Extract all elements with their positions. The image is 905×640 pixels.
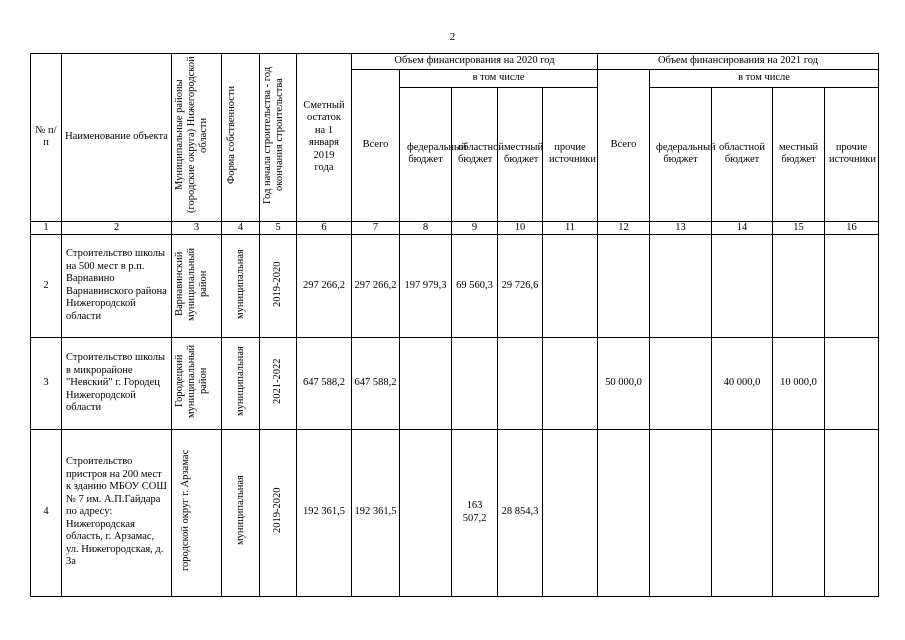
loc-2020-value: 28 854,3	[498, 429, 543, 596]
ownership: муниципальная	[234, 248, 246, 319]
loc-2021-value	[773, 234, 825, 338]
page-number: 2	[449, 31, 456, 43]
column-numbers-row	[31, 221, 879, 234]
loc-2021-value: 10 000,0	[773, 338, 825, 430]
header-oth-2020: прочие источники	[543, 87, 598, 221]
colnum: 7	[352, 221, 400, 234]
ownership-cell	[222, 338, 260, 430]
ownership-cell	[222, 429, 260, 596]
years-cell	[260, 429, 297, 596]
colnum: 4	[222, 221, 260, 234]
oth-2020-value	[543, 338, 598, 430]
oth-2021-value	[825, 429, 879, 596]
colnum: 13	[650, 221, 712, 234]
row-number: 4	[31, 429, 62, 596]
header-ownership: Форма собственности	[225, 85, 237, 185]
header-fed-2021: федеральный бюджет	[650, 87, 712, 221]
fed-2020-value	[400, 338, 452, 430]
ownership-cell	[222, 234, 260, 338]
years: 2019-2020	[272, 260, 283, 307]
district-cell	[172, 429, 222, 596]
header-balance: Сметный остаток на 1 января 2019 года	[297, 54, 352, 222]
header-row-1	[31, 54, 879, 70]
oth-2020-value	[543, 234, 598, 338]
fed-2021-value	[650, 338, 712, 430]
fed-2020-value: 197 979,3	[400, 234, 452, 338]
header-num: № п/п	[31, 54, 62, 222]
header-ownership-cell	[222, 54, 260, 222]
reg-2020-value: 69 560,3	[452, 234, 498, 338]
object-name: Строительство школы в микрорайоне "Невский" г. Городец Нижегородской области	[62, 338, 172, 430]
header-reg-2021: областной бюджет	[712, 87, 773, 221]
reg-2021-value: 40 000,0	[712, 338, 773, 430]
header-loc-2020: местный бюджет	[498, 87, 543, 221]
balance-value: 647 588,2	[297, 338, 352, 430]
loc-2021-value	[773, 429, 825, 596]
oth-2020-value	[543, 429, 598, 596]
district: Варнавинский муниципальный район	[174, 246, 209, 321]
loc-2020-value	[498, 338, 543, 430]
table-row	[31, 429, 879, 596]
district-cell	[172, 234, 222, 338]
reg-2021-value	[712, 234, 773, 338]
ownership: муниципальная	[234, 346, 246, 416]
reg-2020-value: 163 507,2	[452, 429, 498, 596]
header-oth-2021: прочие источники	[825, 87, 879, 221]
colnum: 16	[825, 221, 879, 234]
loc-2020-value: 29 726,6	[498, 234, 543, 338]
years: 2021-2022	[272, 358, 283, 404]
years-cell	[260, 234, 297, 338]
years-cell	[260, 338, 297, 430]
oth-2021-value	[825, 338, 879, 430]
financing-table	[30, 53, 879, 597]
header-total-2021: Всего	[598, 69, 650, 221]
header-group-2020: Объем финансирования на 2020 год	[352, 54, 598, 70]
total-2021-value	[598, 234, 650, 338]
colnum: 10	[498, 221, 543, 234]
colnum: 12	[598, 221, 650, 234]
row-number: 3	[31, 338, 62, 430]
years: 2019-2020	[272, 487, 283, 533]
colnum: 8	[400, 221, 452, 234]
header-group-2021: Объем финансирования на 2021 год	[598, 54, 879, 70]
balance-value: 297 266,2	[297, 234, 352, 338]
header-fed-2020: федеральный бюджет	[400, 87, 452, 221]
total-2021-value: 50 000,0	[598, 338, 650, 430]
colnum: 2	[62, 221, 172, 234]
header-years-cell	[260, 54, 297, 222]
table-row	[31, 338, 879, 430]
header-loc-2021: местный бюджет	[773, 87, 825, 221]
header-reg-2020: областной бюджет	[452, 87, 498, 221]
table-row	[31, 234, 879, 338]
colnum: 6	[297, 221, 352, 234]
colnum: 9	[452, 221, 498, 234]
header-object-name: Наименование объекта	[62, 54, 172, 222]
colnum: 15	[773, 221, 825, 234]
fed-2020-value	[400, 429, 452, 596]
header-district: Муниципальные районы (городские округа) Нижегородской области	[174, 56, 209, 214]
total-2020-value: 647 588,2	[352, 338, 400, 430]
header-years: Год начала строительства - год окончания строительства	[262, 66, 285, 204]
header-incl-2021: в том числе	[650, 69, 879, 87]
object-name: Строительство пристроя на 200 мест к зданию МБОУ СОШ № 7 им. А.П.Гайдара по адресу: Нижегородская область, г. Арзамас, ул. Нижегородская, д. 3а	[62, 429, 172, 596]
district: городской округ г. Арзамас	[179, 449, 191, 571]
fed-2021-value	[650, 234, 712, 338]
colnum: 14	[712, 221, 773, 234]
row-number: 2	[31, 234, 62, 338]
total-2021-value	[598, 429, 650, 596]
total-2020-value: 192 361,5	[352, 429, 400, 596]
header-total-2020: Всего	[352, 69, 400, 221]
ownership: муниципальная	[234, 475, 246, 546]
colnum: 1	[31, 221, 62, 234]
colnum: 11	[543, 221, 598, 234]
colnum: 5	[260, 221, 297, 234]
balance-value: 192 361,5	[297, 429, 352, 596]
object-name: Строительство школы на 500 мест в р.п. Варнавино Варнавинского района Нижегородской области	[62, 234, 172, 338]
reg-2020-value	[452, 338, 498, 430]
district: Городецкий муниципальный район	[174, 344, 209, 418]
header-district-cell	[172, 54, 222, 222]
oth-2021-value	[825, 234, 879, 338]
header-incl-2020: в том числе	[400, 69, 598, 87]
district-cell	[172, 338, 222, 430]
fed-2021-value	[650, 429, 712, 596]
colnum: 3	[172, 221, 222, 234]
total-2020-value: 297 266,2	[352, 234, 400, 338]
reg-2021-value	[712, 429, 773, 596]
